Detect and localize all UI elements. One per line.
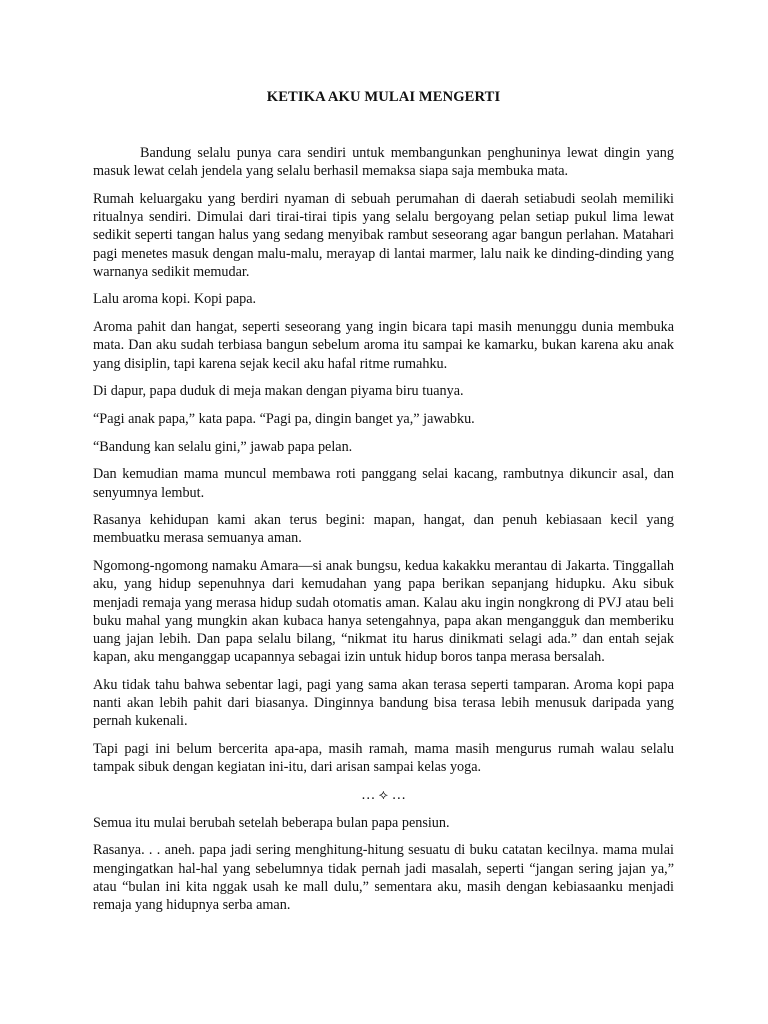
- paragraph: “Pagi anak papa,” kata papa. “Pagi pa, dingin banget ya,” jawabku.: [93, 410, 475, 427]
- section-separator: … ⟡ …: [361, 786, 406, 803]
- document-title: KETIKA AKU MULAI MENGERTI: [266, 89, 501, 105]
- paragraph: Rasanya. . . aneh. papa jadi sering menghitung-hitung sesuatu di buku catatan kecilnya. mama mulai mengingatkan hal-hal yang sebelumnya tidak pernah jadi masalah, seperti “jangan sering jajan ya,” atau “bulan ini kita nggak usah ke mall dulu,” sementara aku, masih dengan kebiasaanku menjadi remaja yang hidupnya serba aman.: [93, 842, 674, 913]
- paragraph: Tapi pagi ini belum bercerita apa-apa, masih ramah, mama masih mengurus rumah walau selalu tampak sibuk dengan kegiatan ini-itu, dari arisan sampai kelas yoga.: [93, 740, 674, 776]
- paragraph: Aku tidak tahu bahwa sebentar lagi, pagi yang sama akan terasa seperti tamparan. Aroma kopi papa nanti akan lebih pahit dari biasanya. Dinginnya bandung bisa terasa lebih menusuk daripada yang pernah kukenali.: [93, 676, 674, 730]
- paragraph: Rasanya kehidupan kami akan terus begini: mapan, hangat, dan penuh kebiasaan kecil yang membuatku merasa semuanya aman.: [93, 512, 674, 547]
- paragraph: Dan kemudian mama muncul membawa roti panggang selai kacang, rambutnya dikuncir asal, dan senyumnya lembut.: [93, 466, 674, 501]
- paragraph: Lalu aroma kopi. Kopi papa.: [93, 291, 257, 308]
- paragraph: Ngomong-ngomong namaku Amara—si anak bungsu, kedua kakakku merantau di Jakarta. Tinggallah aku, yang hidup sepenuhnya dari kemudahan yang papa berikan sepanjang hidupku. Aku sibuk menjadi remaja yang merasa hidup sudah otomatis aman. Kalau aku ingin nongkrong di PVJ atau beli buku mahal yang mungkin akan kubaca hanya setengahnya, papa akan mengangguk dan memberiku uang jajan lebih. Dan papa selalu bilang, “nikmat itu harus dinikmati selagi ada.” dan entah sejak kapan, aku menganggap ucapannya sebagai izin untuk hidup boros tanpa merasa bersalah.: [93, 558, 674, 666]
- paragraph: Rumah keluargaku yang berdiri nyaman di sebuah perumahan di daerah setiabudi seolah memiliki ritualnya sendiri. Dimulai dari tirai-tirai tipis yang selalu bergoyang pelan setiap pukul lima lewat sedikit seperti tangan halus yang sedang menyibak rambut seseorang agar bangun perlahan. Matahari pagi menetes masuk dengan malu-malu, merayap di lantai marmer, lalu naik ke dinding-dinding yang warnanya sedikit memudar.: [93, 190, 674, 280]
- paragraph: Di dapur, papa duduk di meja makan dengan piyama biru tuanya.: [93, 383, 464, 400]
- paragraph: Aroma pahit dan hangat, seperti seseorang yang ingin bicara tapi masih menunggu dunia membuka mata. Dan aku sudah terbiasa bangun sebelum aroma itu sampai ke kamarku, bukan karena aku anak yang disiplin, tapi karena sejak kecil aku hafal ritme rumahku.: [93, 319, 674, 372]
- paragraph: “Bandung kan selalu gini,” jawab papa pelan.: [93, 438, 353, 455]
- paragraph: Semua itu mulai berubah setelah beberapa bulan papa pensiun.: [93, 814, 450, 831]
- document-body: [93, 86, 674, 924]
- paragraph: Bandung selalu punya cara sendiri untuk membangunkan penghuninya lewat dingin yang masuk lewat celah jendela yang selalu berhasil memaksa siapa saja membuka mata.: [93, 145, 674, 180]
